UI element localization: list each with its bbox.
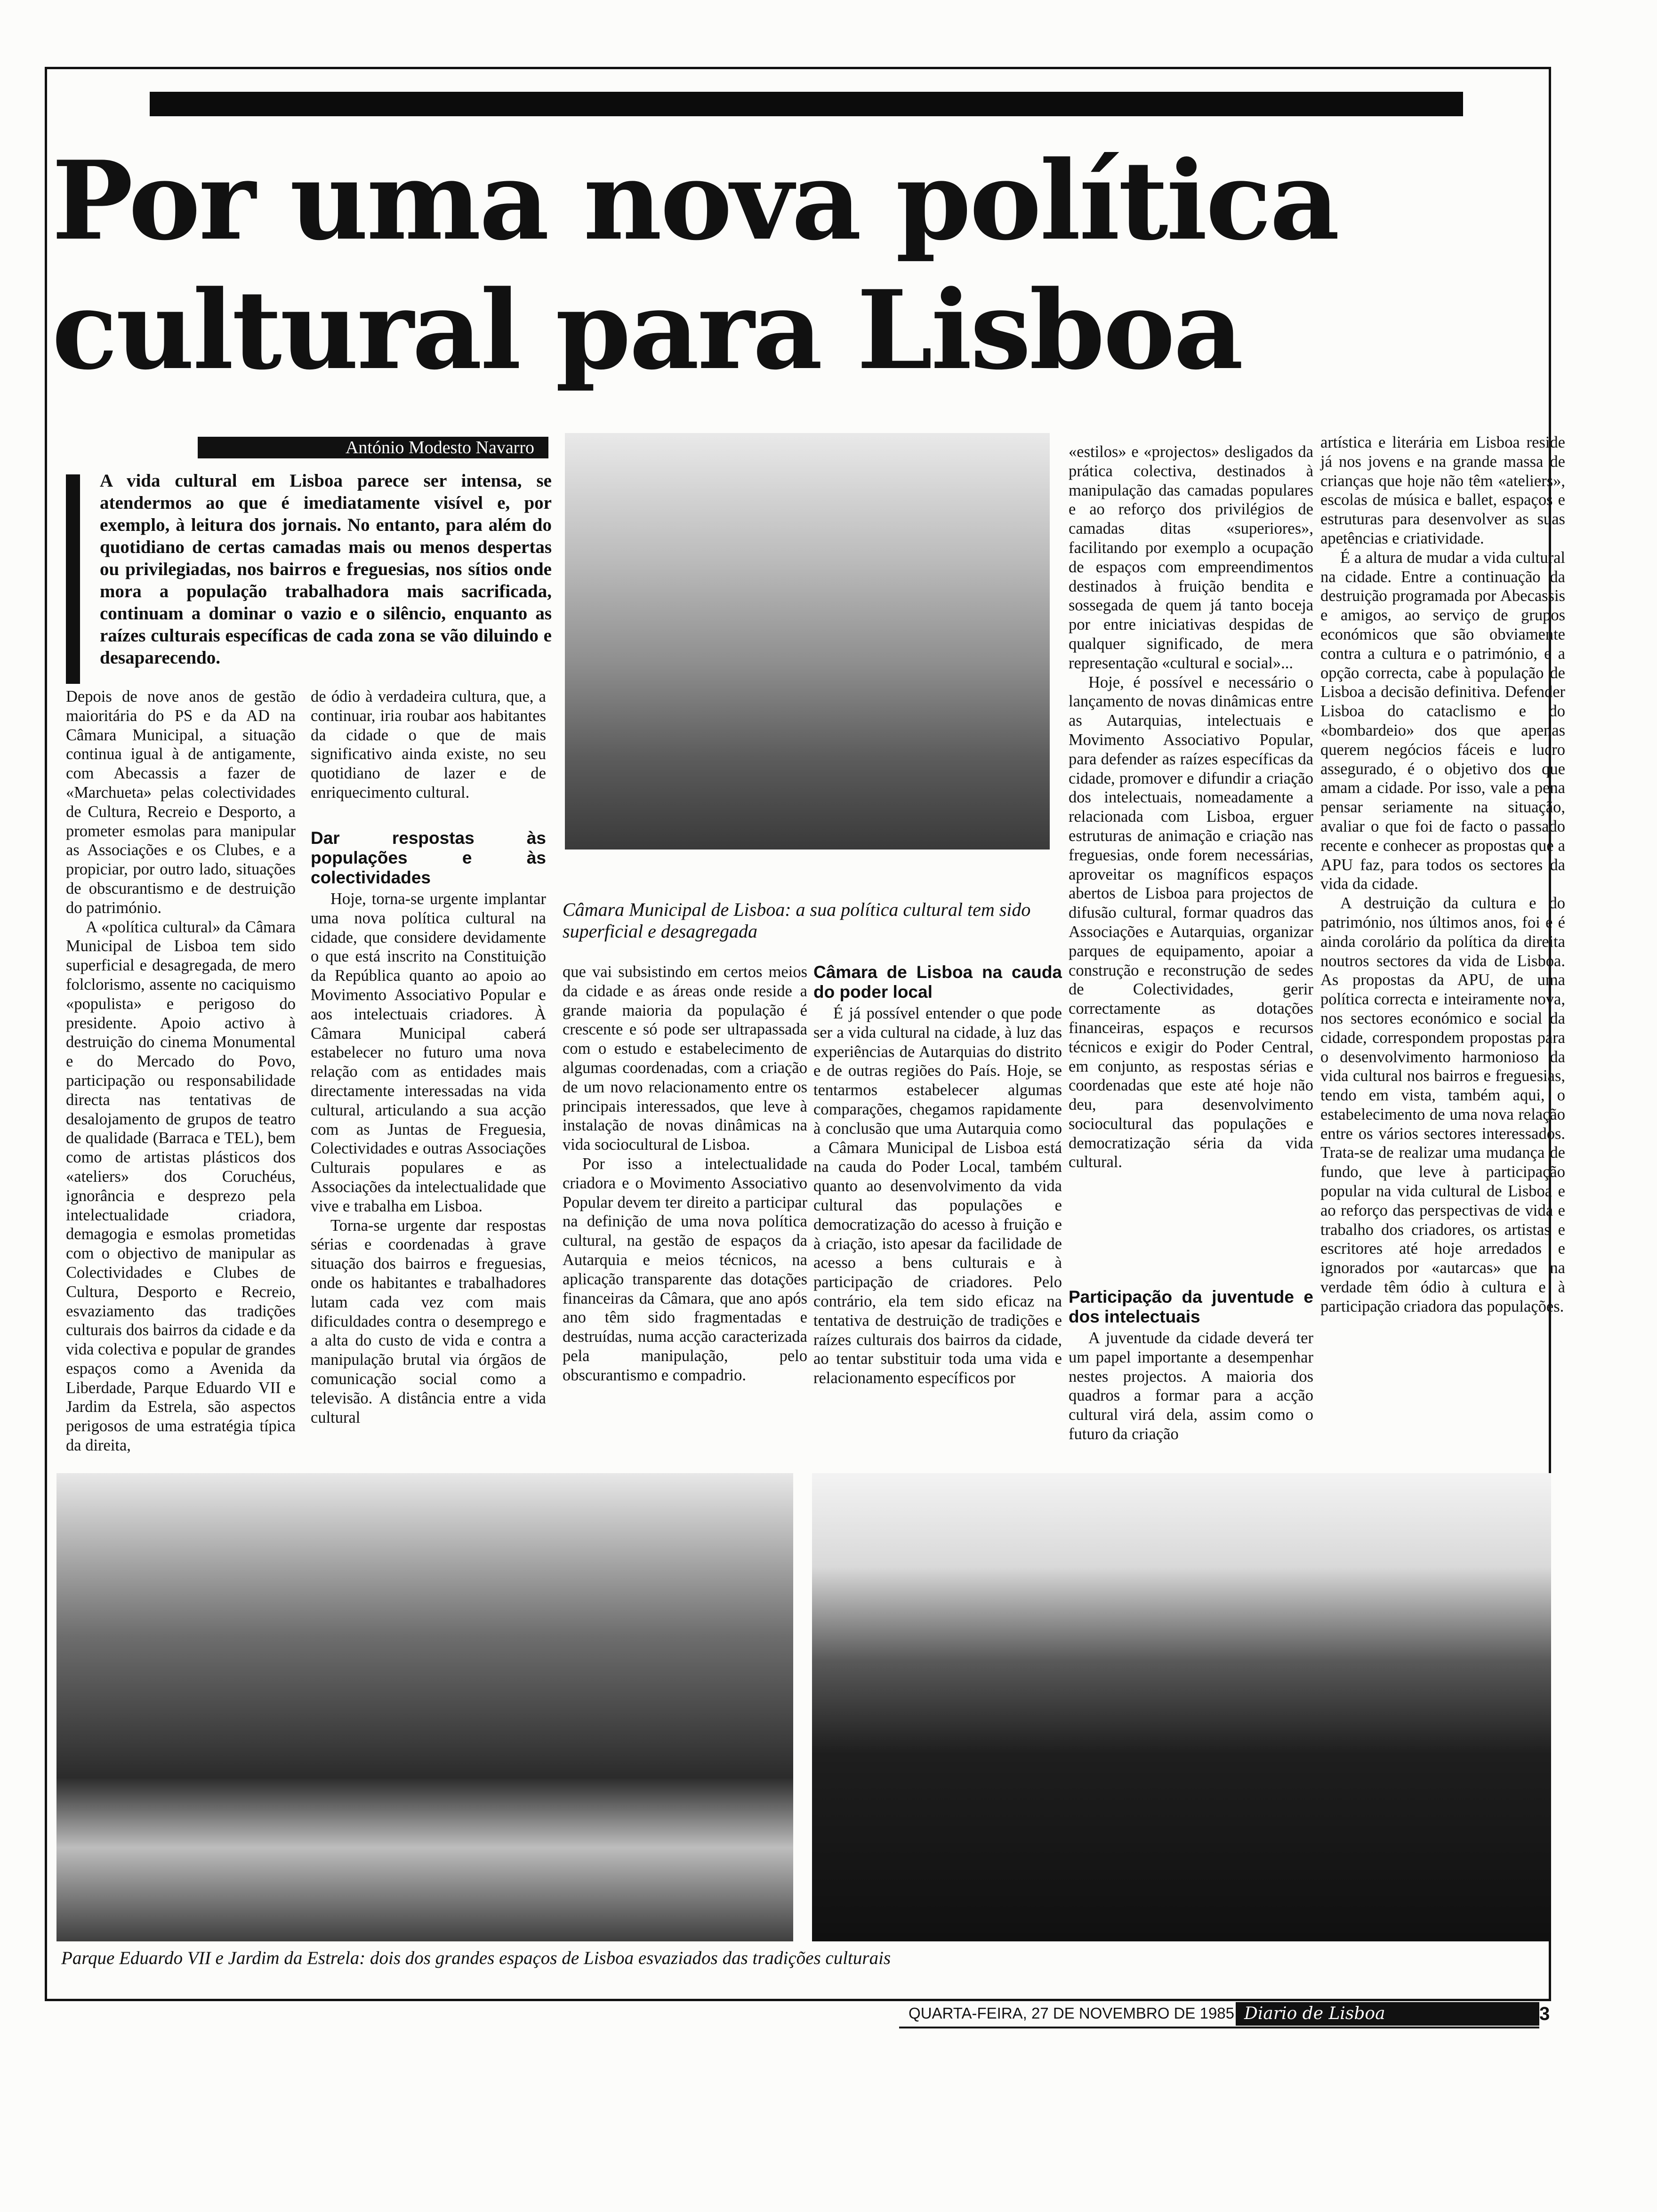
lead-paragraph: A vida cultural em Lisboa parece ser intensa, se atendermos ao que é imediatamente visível e, por exemplo, à leitura dos jornais. No entanto, para além do quotidiano de certas camadas mais ou menos despertas ou privilegiadas, nos bairros e freguesias, nos sítios onde mora a população trabalhadora mais sacrificada, continuam a dominar o vazio e o silêncio, enquanto as raízes culturais específicas de cada zona se vão diluindo e desaparecendo.	[100, 471, 552, 668]
paragraph: É a altura de mudar a vida cultural na cidade. Entre a continuação da destruição programada por Abecassis e amigos, ao serviço de grupos económicos que são obviamente contra a cultura e o património, e a opção correcta, cabe à população de Lisboa a decisão definitiva. Defender Lisboa do cataclismo e do «bombardeio» dos que apenas querem negócios fáceis e lucro assegurado, é o objetivo dos que amam a cidade. Por isso, vale a pena pensar seriamente na situação, avaliar o que foi de facto o passado recente e conhecer as propostas que a APU faz, para todos os sectores da vida da cidade.	[1320, 548, 1565, 893]
paragraph: «estilos» e «projectos» desligados da prática colectiva, destinados à manipulação das camadas populares e ao reforço dos privilégios de camadas ditas «superiores», facilitando por exemplo a ocupação de espaços com empreendimentos destinados à fruição bendita e sossegada de quem já tanto boceja por entre iniciativas despidas de qualquer significado, de mera representação «cultural e social»...	[1069, 443, 1313, 672]
park-photo	[56, 1473, 793, 1941]
paragraph: A destruição da cultura e do património, nos últimos anos, foi e é ainda corolário da política da direita noutros sectores da vida de Lisboa. As propostas da APU, de uma política correcta e inteiramente nova, nos sectores económico e social da cidade, correspondem propostas para o desenvolvimento harmonioso da vida cultural nos bairros e freguesias, tendo em vista, também aqui, o estabelecimento de uma nova relação entre os vários sectores interessados. Trata-se de realizar uma mudança de fundo, que leve à participação popular na vida cultural de Lisboa e ao reforço das perspectivas de vida e trabalho dos criadores, os artistas e escritores até hoje arredados e ignorados por «autarcas» que na verdade têm ódio à cultura e à participação criadora das populações.	[1320, 894, 1565, 1315]
column-3	[563, 962, 807, 1385]
top-rule-bar	[150, 92, 1463, 116]
paragraph: Depois de nove anos de gestão maioritária do PS e da AD na Câmara Municipal, a situação continua igual à de antigamente, com Abecassis a fazer de «Marchueta» pelas colectividades de Cultura, Recreio e Desporto, a prometer esmolas para manipular as Associações e os Clubes, e a propiciar, por outro lado, situações de obscurantismo e de destruição do património.	[66, 688, 296, 917]
paragraph: artística e literária em Lisboa reside já nos jovens e na grande massa de crianças que hoje não têm «ateliers», escolas de música e ballet, espaços e estruturas para desenvolver as suas apetências e criatividade.	[1320, 433, 1565, 547]
paragraph: A juventude da cidade deverá ter um papel importante a desempenhar nestes projectos. A maioria dos quadros a formar para a acção cultural virá dela, assim como o futuro da criação	[1069, 1329, 1313, 1443]
paragraph: que vai subsistindo em certos meios da cidade e as áreas onde reside a grande maioria da população é crescente e só pode ser ultrapassada com o estudo e estabelecimento de algumas coordenadas, com a criação de um novo relacionamento entre os principais interessados, que leve à instalação de novas dinâmicas na vida sociocultural de Lisboa.	[563, 963, 807, 1154]
paragraph: Por isso a intelectualidade criadora e o Movimento Associativo Popular devem ter direito a participar na definição de uma nova política cultural, na gestão de espaços da Autarquia e meios técnicos, na aplicação transparente das dotações financeiras da Câmara, que ano após ano têm sido fragmentadas e destruídas, numa acção caracterizada pela manipulação, pelo obscurantismo e compadrio.	[563, 1154, 807, 1384]
footer-rule	[899, 2027, 1539, 2028]
paragraph: Hoje, é possível e necessário o lançamento de novas dinâmicas entre as Autarquias, intelectuais e Movimento Associativo Popular, para defender as raízes específicas da cidade, promover e difundir a criação dos intelectuais, nomeadamente a relacionada com Lisboa, erguer estruturas de animação e criação nas freguesias, onde forem necessárias, aproveitar os magníficos espaços abertos de Lisboa para projectos de difusão cultural, formar quadros das Associações e Autarquias, organizar parques de equipamento, apoiar a construção e reconstrução de sedes de Colectividades, gerir correctamente as dotações financeiras, espaços e recursos técnicos e exigir do Poder Central, em conjunto, as respostas sérias e coordenadas que este até hoje não deu, para desenvolvimento sociocultural das populações e democratização séria da vida cultural.	[1069, 673, 1313, 1171]
parks-caption: Parque Eduardo VII e Jardim da Estrela: dois dos grandes espaços de Lisboa esvaziados das tradições culturais	[61, 1948, 891, 1968]
city-hall-photo	[565, 433, 1050, 850]
subheading: Participação da juventude e dos intelectuais	[1069, 1287, 1313, 1326]
column-4	[813, 962, 1062, 1388]
footer-date: QUARTA-FEIRA, 27 DE NOVEMBRO DE 1985	[909, 2004, 1234, 2022]
column-5-bottom	[1069, 1287, 1313, 1444]
paragraph: de ódio à verdadeira cultura, que, a continuar, iria roubar aos habitantes da cidade o que de mais significativo ainda existe, no seu quotidiano de lazer e de enriquecimento cultural.	[311, 688, 546, 801]
paragraph: Torna-se urgente dar respostas sérias e coordenadas à grave situação dos bairros e freguesias, onde os habitantes e trabalhadores lutam cada vez com mais dificuldades contra o desemprego e a alta do custo de vida e contra a manipulação brutal via órgãos de comunicação social como a televisão. A distância entre a vida cultural	[311, 1216, 546, 1427]
masthead-logo: Diario de Lisboa	[1236, 2002, 1539, 2026]
city-hall-caption: Câmara Municipal de Lisboa: a sua política cultural tem sido superficial e desagregada	[563, 899, 1031, 942]
subheading: Dar respostas às populações e às colectividades	[311, 828, 546, 887]
column-1	[66, 687, 296, 1455]
bandstand-photo	[812, 1473, 1551, 1941]
page-number: 3	[1539, 2004, 1550, 2024]
column-2-top	[311, 687, 546, 802]
column-6	[1320, 433, 1565, 1316]
paragraph: Hoje, torna-se urgente implantar uma nova política cultural na cidade, que considere devidamente o que está inscrito na Constituição da República quanto ao apoio ao Movimento Associativo Popular e aos intelectuais criadores. À Câmara Municipal caberá estabelecer no futuro uma nova relação com as entidades mais directamente interessadas na vida cultural, articulando a sua acção com as Juntas de Freguesia, Colectividades e outras Associações Culturais populares e as Associações da intelectualidade que vive e trabalha em Lisboa.	[311, 890, 546, 1215]
column-5	[1069, 442, 1313, 1172]
lead-accent-bar	[66, 474, 80, 684]
column-2	[311, 828, 546, 1427]
paragraph: É já possível entender o que pode ser a vida cultural na cidade, à luz das experiências de Autarquias do distrito e de outras regiões do País. Hoje, se tentarmos estabelecer algumas comparações, chegamos rapidamente à conclusão que uma Autarquia como a Câmara Municipal de Lisboa está na cauda do Poder Local, também quanto ao desenvolvimento da vida cultural das populações e democratização do acesso à fruição e à criação, isto apesar da facilidade de acesso a bens culturais e à participação de criadores. Pelo contrário, ela tem sido eficaz na tentativa de destruição de tradições e raízes culturais dos bairros da cidade, ao tentar substituir toda uma vida e relacionamento específicos por	[813, 1004, 1062, 1387]
paragraph: A «política cultural» da Câmara Municipal de Lisboa tem sido superficial e desagregada, de mero folclorismo, assente no caciquismo «populista» e perigoso do presidente. Apoio activo à destruição do cinema Monumental e do Mercado do Povo, participação ou responsabilidade directa nas tentativas de desalojamento de grupos de teatro de qualidade (Barraca e TEL), bem como de artistas plásticos dos «ateliers» dos Coruchéus, ignorância e desprezo pela intelectualidade criadora, demagogia e esmolas prometidas com o objectivo de manipular as Colectividades e Clubes de Cultura, Desporto e Recreio, esvaziamento das tradições culturais dos bairros da cidade e da vida colectiva e popular de grandes espaços como a Avenida da Liberdade, Parque Eduardo VII e Jardim da Estrela, são aspectos perigosos de uma estratégia típica da direita,	[66, 918, 296, 1455]
subheading: Câmara de Lisboa na cauda do poder local	[813, 962, 1062, 1002]
byline: António Modesto Navarro	[198, 437, 548, 458]
headline: Por uma nova política cultural para Lisboa	[52, 137, 1338, 394]
